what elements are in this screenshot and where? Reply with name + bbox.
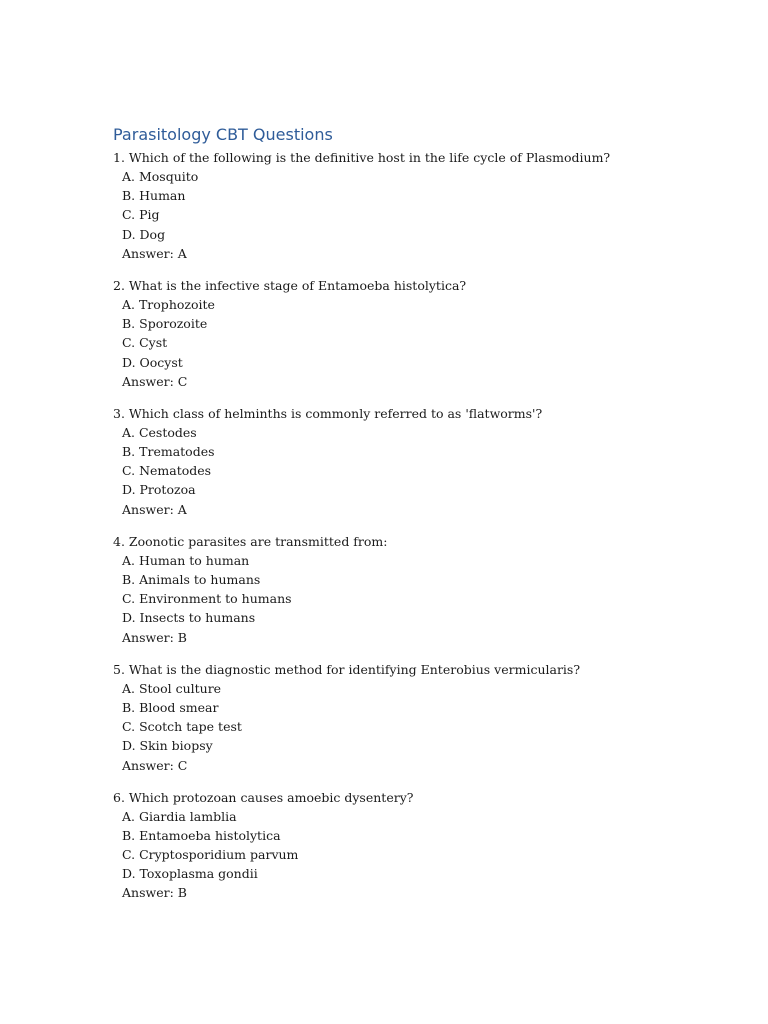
- question-block: [113, 404, 753, 519]
- answer-option: B. Entamoeba histolytica: [122, 827, 281, 843]
- correct-answer: Answer: B: [122, 885, 187, 901]
- question-text: 6. Which protozoan causes amoebic dysentery?: [113, 789, 414, 805]
- question-text: 3. Which class of helminths is commonly referred to as 'flatworms'?: [113, 405, 543, 421]
- answer-option: A. Mosquito: [122, 169, 199, 184]
- answer-option: C. Cyst: [122, 335, 168, 351]
- question-list: [113, 148, 753, 916]
- correct-answer: Answer: C: [122, 373, 188, 389]
- question-block: [113, 532, 753, 647]
- answer-option: A. Cestodes: [122, 424, 197, 440]
- question-text: 4. Zoonotic parasites are transmitted from:: [113, 533, 388, 549]
- question-block: [113, 788, 753, 903]
- answer-option: C. Pig: [122, 207, 160, 223]
- answer-option: B. Blood smear: [122, 699, 219, 715]
- answer-option: C. Environment to humans: [122, 591, 292, 607]
- correct-answer: Answer: A: [122, 245, 187, 261]
- answer-option: D. Dog: [122, 226, 166, 242]
- correct-answer: Answer: A: [122, 501, 187, 517]
- answer-option: D. Toxoplasma gondii: [122, 866, 258, 882]
- question-block: [113, 276, 753, 391]
- answer-option: C. Nematodes: [122, 463, 212, 479]
- answer-option: D. Skin biopsy: [122, 738, 213, 754]
- correct-answer: Answer: B: [122, 629, 187, 645]
- answer-option: A. Giardia lamblia: [122, 808, 237, 824]
- question-text: 5. What is the diagnostic method for identifying Enterobius vermicularis?: [113, 661, 581, 677]
- question-block: [113, 660, 753, 775]
- question-text: 1. Which of the following is the definitive host in the life cycle of Plasmodium?: [113, 150, 611, 165]
- correct-answer: Answer: C: [122, 757, 188, 773]
- answer-option: D. Protozoa: [122, 482, 196, 498]
- answer-option: B. Trematodes: [122, 444, 215, 460]
- answer-option: C. Scotch tape test: [122, 719, 242, 735]
- question-block: [113, 148, 753, 263]
- answer-option: A. Trophozoite: [122, 296, 215, 312]
- answer-option: B. Animals to humans: [122, 572, 261, 587]
- answer-option: C. Cryptosporidium parvum: [122, 847, 299, 863]
- document-title: Parasitology CBT Questions: [113, 125, 333, 144]
- answer-option: A. Human to human: [122, 552, 250, 568]
- answer-option: B. Human: [122, 188, 186, 204]
- question-text: 2. What is the infective stage of Entamoeba histolytica?: [113, 277, 467, 293]
- answer-option: D. Insects to humans: [122, 610, 256, 626]
- answer-option: B. Sporozoite: [122, 316, 208, 332]
- answer-option: D. Oocyst: [122, 354, 183, 370]
- answer-option: A. Stool culture: [122, 680, 222, 696]
